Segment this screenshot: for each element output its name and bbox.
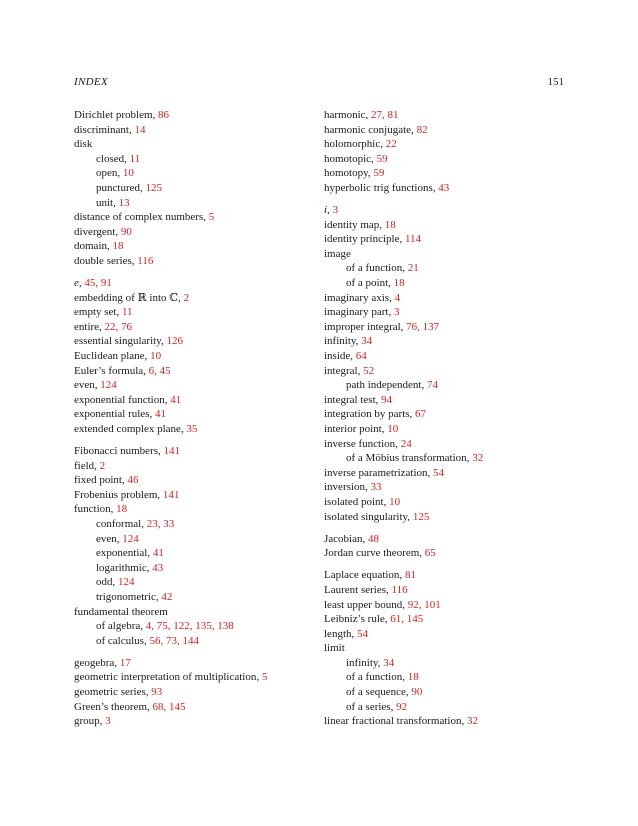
index-subentry	[74, 152, 314, 167]
page-reference-link[interactable]: 10	[389, 495, 401, 508]
page-reference-link[interactable]: 5	[208, 211, 215, 224]
index-entry	[74, 225, 314, 240]
page-reference-link[interactable]: 64	[355, 350, 367, 362]
index-entry	[74, 656, 314, 671]
entry-term: unit,	[96, 196, 119, 209]
index-subentry	[74, 196, 314, 211]
page-reference-link[interactable]: 42	[161, 591, 173, 603]
index-entry	[324, 320, 574, 335]
page-reference-link[interactable]: 32	[472, 452, 484, 465]
page-reference-link[interactable]: 74	[426, 379, 438, 392]
entry-term: harmonic conjugate,	[324, 123, 417, 136]
index-entry	[74, 685, 314, 700]
index-entry	[74, 407, 314, 422]
section-gap	[74, 648, 314, 656]
page-reference-link[interactable]: 86	[158, 109, 170, 121]
index-entry	[74, 502, 314, 517]
page-reference-link[interactable]: 33	[370, 481, 382, 494]
section-gap	[74, 269, 314, 277]
index-entry	[74, 670, 314, 685]
entry-term: even,	[96, 532, 123, 545]
entry-term: exponential,	[96, 547, 153, 560]
page-reference-link[interactable]: 54	[357, 627, 368, 640]
section-gap	[74, 437, 314, 445]
entry-term: geogebra,	[74, 656, 120, 669]
index-entry	[324, 407, 574, 422]
entry-term: integral,	[324, 364, 364, 377]
entry-term: i	[324, 204, 328, 217]
entry-term: Frobenius problem,	[74, 488, 163, 501]
entry-term: Euclidean plane,	[74, 350, 151, 362]
index-subentry	[324, 700, 574, 715]
entry-term: entire,	[74, 320, 105, 333]
index-entry	[324, 480, 574, 495]
index-entry	[324, 181, 574, 196]
page-reference-link[interactable]: 54	[433, 466, 445, 479]
page-reference-link[interactable]: 41	[154, 408, 166, 421]
index-entry	[74, 137, 314, 152]
index-entry	[324, 466, 574, 481]
page-reference-link[interactable]: 92, 101	[407, 598, 441, 611]
index-entry	[324, 568, 574, 583]
entry-term: hyperbolic trig functions,	[324, 181, 439, 194]
index-entry	[74, 444, 314, 459]
page-reference-link[interactable]: 2	[183, 291, 190, 304]
entry-term: geometric series,	[74, 686, 152, 699]
index-entry	[324, 247, 574, 262]
page-reference-link[interactable]: 43	[438, 181, 450, 194]
running-title: INDEX	[74, 76, 108, 88]
page-reference-link[interactable]: 34	[361, 335, 373, 348]
index-subentry	[74, 575, 314, 590]
entry-term: of a point,	[346, 277, 394, 290]
entry-term: divergent,	[74, 225, 121, 238]
entry-term: homotopic,	[324, 152, 377, 165]
page-reference-link[interactable]: 3	[332, 204, 339, 217]
entry-term: homotopy,	[324, 167, 374, 180]
index-entry	[324, 305, 574, 320]
index-entry	[74, 378, 314, 393]
entry-term: of a function,	[346, 262, 408, 275]
entry-term: imaginary part,	[324, 306, 394, 319]
entry-term: even,	[74, 379, 101, 392]
page-reference-link[interactable]: 94	[381, 393, 393, 406]
entry-term: of calculus,	[96, 634, 150, 647]
entry-term: inverse parametrization,	[324, 466, 434, 479]
page-reference-link[interactable]: 27, 81	[371, 109, 399, 121]
entry-term: essential singularity,	[74, 335, 167, 348]
page-reference-link[interactable]: 41	[170, 393, 182, 406]
entry-term: discriminant,	[74, 123, 135, 136]
entry-term: Euler’s formula,	[74, 364, 149, 377]
index-entry	[74, 422, 314, 437]
page-reference-link[interactable]: 125	[145, 181, 162, 194]
entry-term: of a function,	[346, 671, 408, 684]
page-reference-link[interactable]: 13	[118, 196, 130, 209]
page-reference-link[interactable]: 22, 76	[104, 320, 133, 333]
entry-term: Dirichlet problem,	[74, 109, 159, 121]
entry-term: imaginary axis,	[324, 291, 395, 304]
page-reference-link[interactable]: 93	[151, 686, 163, 699]
index-entry	[74, 473, 314, 488]
page-reference-link[interactable]: 126	[166, 335, 183, 348]
entry-term: double series,	[74, 254, 138, 267]
page-reference-link[interactable]: 43	[152, 561, 164, 574]
index-entry	[324, 152, 574, 167]
page-reference-link[interactable]: 48	[367, 532, 379, 545]
entry-term: of a series,	[346, 700, 397, 713]
entry-term: Fibonacci numbers,	[74, 445, 164, 458]
page-reference-link[interactable]: 5	[261, 671, 268, 684]
index-entry	[324, 583, 574, 598]
page-reference-link[interactable]: 18	[407, 671, 419, 684]
page-reference-link[interactable]: 124	[122, 532, 139, 545]
entry-term: interior point,	[324, 422, 388, 435]
page-reference-link[interactable]: 14	[134, 123, 146, 136]
page-reference-link[interactable]: 3	[393, 306, 400, 319]
entry-term: path independent,	[346, 379, 427, 392]
index-entry	[324, 218, 574, 233]
index-entry	[324, 437, 574, 452]
page-reference-link[interactable]: 92	[396, 700, 408, 713]
page-reference-link[interactable]: 124	[118, 576, 135, 589]
entry-separator: ,	[327, 204, 333, 217]
index-subentry	[324, 261, 574, 276]
page-reference-link[interactable]: 114	[404, 233, 422, 246]
entry-term: of algebra,	[96, 620, 146, 633]
page-reference-link[interactable]: 6, 45	[148, 364, 171, 377]
entry-term: field,	[74, 459, 100, 472]
entry-term: group,	[74, 715, 106, 728]
index-subentry	[74, 532, 314, 547]
index-entry	[74, 108, 314, 123]
page-reference-link[interactable]: 45, 91	[84, 277, 112, 290]
entry-term: empty set,	[74, 306, 122, 319]
entry-term: exponential function,	[74, 393, 171, 406]
index-entry	[324, 166, 574, 181]
entry-term: fixed point,	[74, 474, 128, 487]
entry-term: integral test,	[324, 393, 382, 406]
index-entry	[324, 291, 574, 306]
entry-term: of a Möbius transformation,	[346, 452, 473, 465]
entry-term: inverse function,	[324, 437, 401, 450]
page-reference-link[interactable]: 124	[100, 379, 117, 392]
index-entry	[324, 349, 574, 364]
section-gap	[324, 196, 574, 204]
entry-term: closed,	[96, 152, 130, 165]
entry-term: limit	[324, 642, 345, 655]
page-reference-link[interactable]: 82	[416, 123, 428, 136]
page-reference-link[interactable]: 81	[404, 569, 416, 582]
page-reference-link[interactable]: 56, 73, 144	[149, 634, 199, 647]
index-entry	[324, 641, 574, 656]
page-reference-link[interactable]: 3	[105, 715, 111, 728]
index-entry	[324, 334, 574, 349]
entry-term: punctured,	[96, 181, 146, 194]
entry-term: e	[74, 277, 79, 290]
index-entry	[324, 123, 574, 138]
page-reference-link[interactable]: 4	[394, 291, 401, 304]
entry-term: isolated point,	[324, 495, 390, 508]
page-reference-link[interactable]: 59	[376, 152, 388, 165]
page-reference-link[interactable]: 125	[412, 510, 430, 523]
entry-separator: ,	[78, 277, 85, 290]
entry-term: exponential rules,	[74, 408, 155, 421]
entry-term: function,	[74, 503, 117, 516]
page-reference-link[interactable]: 24	[400, 437, 412, 450]
index-entry	[74, 210, 314, 225]
index-subentry	[74, 561, 314, 576]
page-reference-link[interactable]: 59	[373, 167, 385, 180]
page-reference-link[interactable]: 76, 137	[406, 320, 440, 333]
entry-term: Green’s theorem,	[74, 700, 153, 713]
page-reference-link[interactable]: 90	[120, 225, 132, 238]
index-entry	[324, 108, 574, 123]
index-entry	[324, 598, 574, 613]
entry-term: trigonometric,	[96, 591, 162, 603]
index-subentry	[324, 378, 574, 393]
page-reference-link[interactable]: 90	[411, 686, 423, 699]
index-entry	[74, 239, 314, 254]
index-column-left	[74, 108, 314, 729]
page-header	[74, 76, 564, 92]
index-entry	[74, 291, 314, 306]
index-entry	[324, 495, 574, 510]
page-reference-link[interactable]: 17	[119, 656, 131, 669]
entry-term: identity map,	[324, 218, 385, 231]
index-entry	[74, 276, 314, 291]
index-entry	[324, 393, 574, 408]
index-entry	[74, 254, 314, 269]
entry-term: harmonic,	[324, 109, 372, 121]
entry-term: inside,	[324, 350, 356, 362]
index-subentry	[74, 546, 314, 561]
page-reference-link[interactable]: 4, 75, 122, 135, 138	[145, 620, 234, 633]
page-reference-link[interactable]: 46	[127, 474, 139, 487]
page-reference-link[interactable]: 11	[129, 152, 141, 165]
entry-term: embedding of ℝ into ℂ,	[74, 291, 184, 304]
page-reference-link[interactable]: 35	[186, 422, 198, 435]
entry-term: image	[324, 247, 351, 260]
page-reference-link[interactable]: 34	[383, 656, 395, 669]
index-subentry	[324, 670, 574, 685]
page-reference-link[interactable]: 116	[137, 254, 154, 267]
entry-term: odd,	[96, 576, 118, 589]
index-subentry	[74, 590, 314, 605]
entry-term: integration by parts,	[324, 408, 416, 421]
entry-term: identity principle,	[324, 233, 405, 246]
page-reference-link[interactable]: 18	[116, 503, 128, 516]
index-entry	[74, 320, 314, 335]
index-entry	[324, 532, 574, 547]
index-subentry	[74, 166, 314, 181]
entry-term: conformal,	[96, 518, 147, 531]
page-reference-link[interactable]: 61, 145	[390, 613, 424, 626]
index-subentry	[324, 656, 574, 671]
page-reference-link[interactable]: 11	[121, 306, 133, 319]
index-entry	[324, 137, 574, 152]
entry-term: Jordan curve theorem,	[324, 547, 425, 560]
index-subentry	[324, 451, 574, 466]
entry-term: Laurent series,	[324, 583, 392, 596]
index-entry	[74, 349, 314, 364]
page-reference-link[interactable]: 141	[163, 445, 181, 458]
page-reference-link[interactable]: 10	[150, 350, 162, 362]
index-entry	[74, 488, 314, 503]
index-entry	[74, 393, 314, 408]
index-entry	[324, 714, 574, 729]
page-reference-link[interactable]: 22	[385, 138, 397, 151]
page-reference-link[interactable]: 67	[415, 408, 427, 421]
entry-term: inversion,	[324, 481, 371, 494]
entry-term: length,	[324, 627, 357, 640]
page-reference-link[interactable]: 2	[99, 459, 106, 472]
page-reference-link[interactable]: 52	[363, 364, 375, 377]
entry-term: open,	[96, 167, 123, 180]
section-gap	[324, 561, 574, 569]
page-reference-link[interactable]: 10	[122, 167, 134, 180]
index-entry	[74, 459, 314, 474]
section-gap	[324, 524, 574, 532]
page-reference-link[interactable]: 18	[393, 277, 405, 290]
index-entry	[324, 364, 574, 379]
entry-term: isolated singularity,	[324, 510, 413, 523]
page-reference-link[interactable]: 32	[466, 715, 478, 728]
entry-term: improper integral,	[324, 320, 407, 333]
index-entry	[324, 546, 574, 561]
page-number: 151	[547, 76, 564, 88]
index-subentry	[74, 517, 314, 532]
entry-term: Leibniz’s rule,	[324, 613, 391, 626]
index-entry	[324, 510, 574, 525]
entry-term: Jacobian,	[324, 532, 368, 545]
index-entry	[74, 714, 314, 729]
entry-term: extended complex plane,	[74, 422, 187, 435]
entry-term: fundamental theorem	[74, 605, 168, 618]
index-entry	[74, 700, 314, 715]
entry-term: infinity,	[324, 335, 362, 348]
page-reference-link[interactable]: 21	[407, 262, 419, 275]
entry-term: Laplace equation,	[324, 569, 405, 582]
index-subentry	[324, 276, 574, 291]
entry-term: distance of complex numbers,	[74, 211, 209, 224]
index-entry	[74, 123, 314, 138]
page-reference-link[interactable]: 18	[112, 240, 124, 253]
index-entry	[74, 334, 314, 349]
entry-term: domain,	[74, 240, 113, 253]
index-subentry	[74, 619, 314, 634]
index-entry	[74, 305, 314, 320]
page-reference-link[interactable]: 68, 145	[152, 700, 186, 713]
index-entry	[324, 612, 574, 627]
page-reference-link[interactable]: 141	[162, 488, 180, 501]
entry-term: of a sequence,	[346, 686, 412, 699]
entry-term: infinity,	[346, 656, 384, 669]
index-subentry	[74, 634, 314, 649]
index-subentry	[324, 685, 574, 700]
entry-term: geometric interpretation of multiplication,	[74, 671, 262, 684]
page-reference-link[interactable]: 23, 33	[146, 518, 175, 531]
index-entry	[74, 605, 314, 620]
index-entry	[324, 203, 574, 218]
page-reference-link[interactable]: 10	[387, 422, 399, 435]
index-subentry	[74, 181, 314, 196]
entry-term: disk	[74, 138, 93, 151]
entry-term: linear fractional transformation,	[324, 715, 467, 728]
index-entry	[324, 422, 574, 437]
entry-term: logarithmic,	[96, 561, 153, 574]
page-reference-link[interactable]: 116	[391, 583, 408, 596]
entry-term: holomorphic,	[324, 138, 386, 151]
page-reference-link[interactable]: 65	[424, 547, 436, 560]
index-entry	[324, 627, 574, 642]
index-entry	[324, 232, 574, 247]
entry-term: least upper bound,	[324, 598, 408, 611]
index-column-right	[324, 108, 574, 729]
page-reference-link[interactable]: 41	[152, 547, 164, 560]
page-reference-link[interactable]: 18	[384, 218, 396, 231]
index-entry	[74, 364, 314, 379]
